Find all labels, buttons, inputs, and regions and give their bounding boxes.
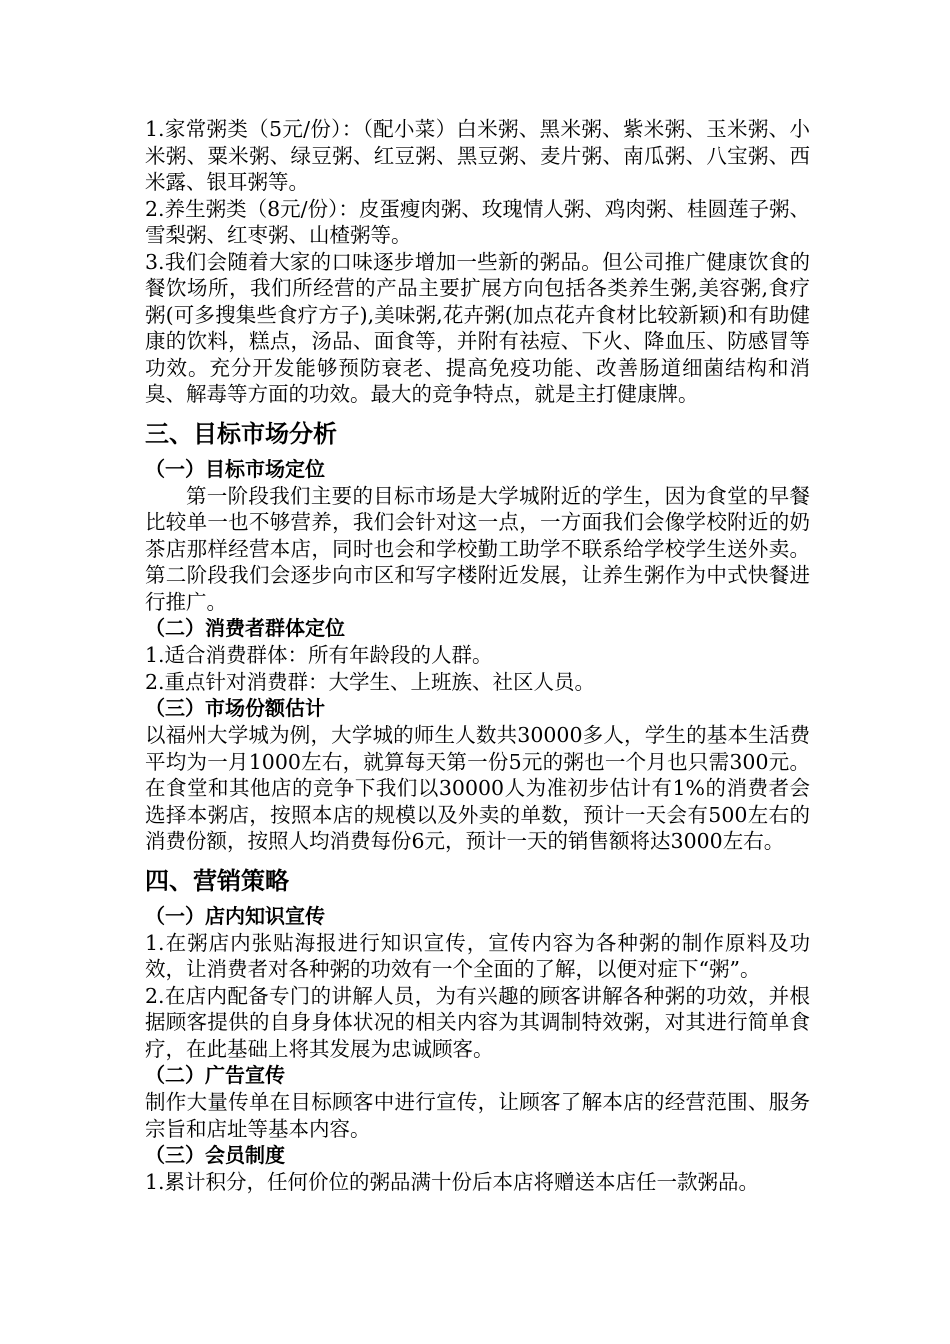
subheading-membership: （三）会员制度 <box>145 1143 285 1167</box>
paragraph-market-positioning: 第一阶段我们主要的目标市场是大学城附近的学生，因为食堂的早餐比较单一也不够营养，我们会针对这一点，一方面我们会像学校附近的奶茶店那样经营本店，同时也会和学校勤工助学不联系给学校学生送外卖。第二阶段我们会逐步向市区和写字楼附近发展，让养生粥作为中式快餐进行推广。 <box>145 483 810 614</box>
paragraph-market-share: 以福州大学城为例，大学城的师生人数共30000多人，学生的基本生活费平均为一月1000左右，就算每天第一份5元的粥也一个月也只需300元。在食堂和其他店的竞争下我们以30000人为准初步估计有1%的消费者会选择本粥店，按照本店的规模以及外卖的单数，预计一天会有500左右的消费份额，按照人均消费每份6元，预计一天的销售额将达3000左右。 <box>145 723 810 853</box>
section-heading-target-market: 三、目标市场分析 <box>145 419 337 448</box>
paragraph-health-porridge: 2.养生粥类（8元/份）：皮蛋瘦肉粥、玫瑰情人粥、鸡肉粥、桂圆莲子粥、雪梨粥、红枣粥、山楂粥等。 <box>145 196 810 247</box>
subheading-market-positioning: （一）目标市场定位 <box>145 456 325 481</box>
paragraph-home-porridge: 1.家常粥类（5元/份）：（配小菜）白米粥、黑米粥、紫米粥、玉米粥、小米粥、粟米粥、绿豆粥、红豆粥、黑豆粥、麦片粥、南瓜粥、八宝粥、西米露、银耳粥等。 <box>145 117 810 194</box>
paragraph-consumer-group-1: 1.适合消费群体：所有年龄段的人群。 <box>145 643 493 667</box>
subheading-market-share: （三）市场份额估计 <box>145 696 325 720</box>
paragraph-membership-1: 1.累计积分，任何价位的粥品满十份后本店将赠送本店任一款粥品。 <box>145 1170 760 1194</box>
paragraph-advertising: 制作大量传单在目标顾客中进行宣传，让顾客了解本店的经营范围、服务宗旨和店址等基本内容。 <box>145 1090 810 1141</box>
subheading-in-store-promotion: （一）店内知识宣传 <box>145 903 325 928</box>
subheading-consumer-group: （二）消费者群体定位 <box>145 616 345 640</box>
subheading-advertising: （二）广告宣传 <box>145 1063 285 1087</box>
paragraph-in-store-promotion-1: 1.在粥店内张贴海报进行知识宣传，宣传内容为各种粥的制作原料及功效，让消费者对各种粥的功效有一个全面的了解，以便对症下“粥”。 <box>145 930 810 981</box>
paragraph-in-store-promotion-2: 2.在店内配备专门的讲解人员，为有兴趣的顾客讲解各种粥的功效，并根据顾客提供的自身身体状况的相关内容为其调制特效粥，对其进行简单食疗，在此基础上将其发展为忠诚顾客。 <box>145 983 810 1061</box>
paragraph-new-products: 3.我们会随着大家的口味逐步增加一些新的粥品。但公司推广健康饮食的餐饮场所，我们所经营的产品主要扩展方向包括各类养生粥,美容粥,食疗粥(可多搜集些食疗方子),美味粥,花卉粥(加点花卉食材比较新颖)和有助健康的饮料，糕点，汤品、面食等，并附有祛痘、下火、降血压、防感冒等功效。充分开发能够预防衰老、提高免疫功能、改善肠道细菌结构和消臭、解毒等方面的功效。最大的竞争特点，就是主打健康牌。 <box>145 249 810 406</box>
paragraph-consumer-group-2: 2.重点针对消费群：大学生、上班族、社区人员。 <box>145 669 596 694</box>
section-heading-marketing: 四、营销策略 <box>145 866 289 895</box>
